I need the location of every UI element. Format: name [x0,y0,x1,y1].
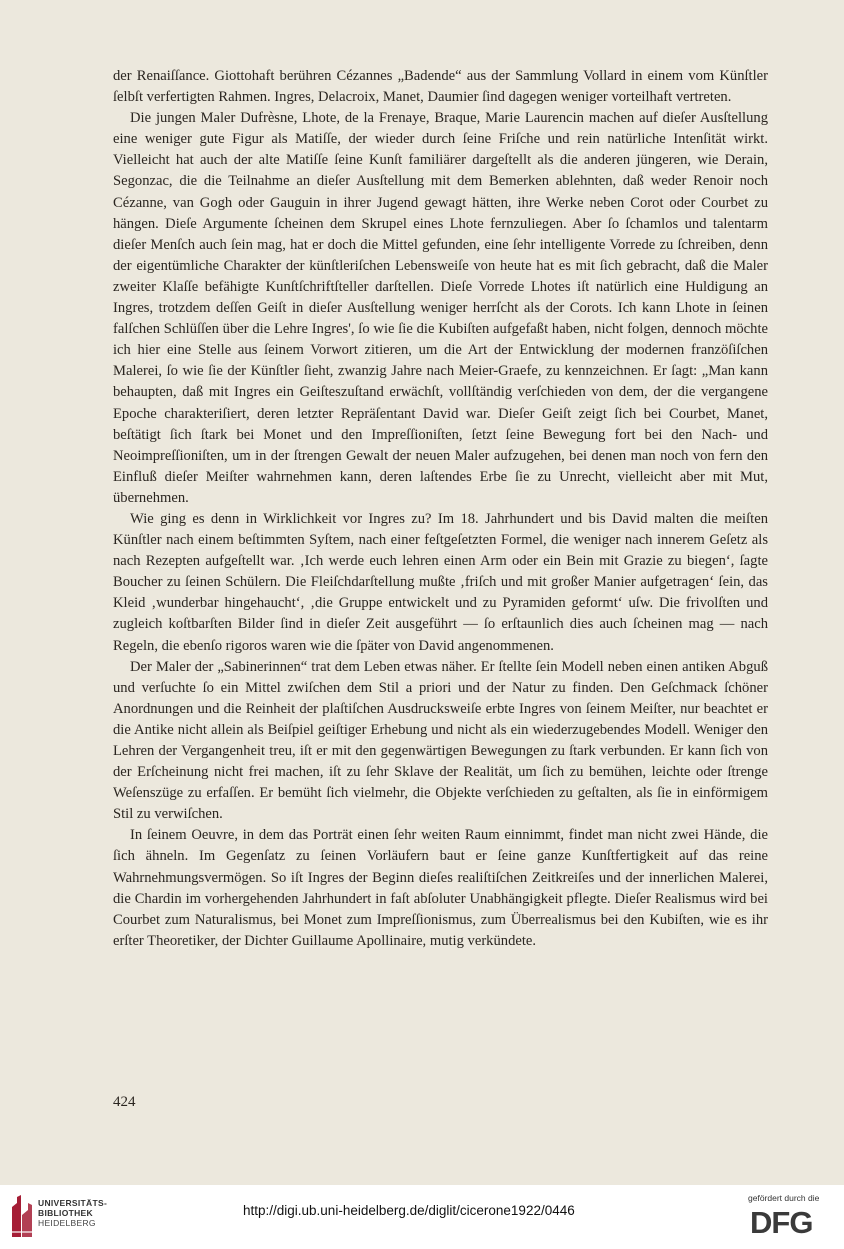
paragraph-5: In ſeinem Oeuvre, in dem das Porträt einen ſehr weiten Raum einnimmt, findet man nicht zwei Hände, die ſich ähneln. Im Gegenſatz zu ſeinen Vorläufern baut er ſeine ganze Kunſtfertigkeit auf das reine Wahrnehmungsvermögen. So iſt Ingres der Beginn dieſes realiſtiſchen Zeitkreiſes und der innerlichen Malerei, die Chardin im vorhergehenden Jahrhundert in faſt abſoluter Unabhängigkeit pflegte. Dieſer Realismus wird bei Courbet zum Naturalismus, bei Monet zum Impreſſionismus, zum Überrealismus bei den Kubiſten, wie es ihr erſter Theoretiker, der Dichter Guillaume Apollinaire, mutig verkündete. [113,827,768,949]
paragraph-1: der Renaiſſance. Giottohaft berühren Cézannes „Badende“ aus der Sammlung Vollard in einem vom Künſtler ſelbſt verfertigten Rahmen. Ingres, Delacroix, Manet, Daumier ſind dagegen weniger vorteilhaft vertreten. [113,68,768,106]
body-text [113,66,768,952]
library-name-line-2: BIBLIOTHEK [38,1208,93,1218]
paragraph-3: Wie ging es denn in Wirklichkeit vor Ingres zu? Im 18. Jahrhundert und bis David malten die meiſten Künſtler nach einem beſtimmten Syſtem, nach einer feſtgeſetzten Formel, die weniger nach innerem Geſetz als nach Rezepten aufgeſtellt war. ‚Ich werde euch lehren einen Arm oder ein Bein mit Grazie zu biegen‘, ſagte Boucher zu ſeinen Schülern. Die Fleiſchdarſtellung mußte ‚friſch und mit großer Manier aufgetragen‘ ſein, das Kleid ‚wunderbar hingehaucht‘, ‚die Gruppe entwickelt und zu Pyramiden geformt‘ uſw. Die frivolſten und zugleich koſtbarſten Bilder ſind in dieſer Zeit ausgeführt — ſo erſtaunlich dies auch ſcheinen mag — nach Regeln, die ebenſo rigoros waren wie die ſpäter von David angenommenen. [113,510,768,654]
library-name-line-3: HEIDELBERG [38,1218,96,1228]
library-name-line-1: UNIVERSITÄTS- [38,1198,108,1208]
library-name [38,1198,107,1228]
paragraph-4: Der Maler der „Sabinerinnen“ trat dem Leben etwas näher. Er ſtellte ſein Modell neben einen antiken Abguß und verſuchte ſo ein Mittel zwiſchen dem Stil a priori und der Natur zu finden. Den Geſchmack ſchöner Anordnungen und die Reinheit der plaſtiſchen Ausdrucksweiſe erbte Ingres von ſeinem Meiſter, nur beachtet er die Antike nicht allein als Beiſpiel geiſtiger Erhebung und nicht als ein wiederzugebendes Modell. Weniger den Lehren der Vergangenheit treu, iſt er mit den gegenwärtigen Bewegungen zu ſtark verbunden. Er kann ſich von der Erſcheinung nicht frei machen, iſt zu ſehr Sklave der Realität, um ſich zu bemühen, leichte oder ſtrenge Weſenszüge zu erfaſſen. Er bemüht ſich vielmehr, die Objekte verſchieden zu geſtalten, als ſie in einförmigem Stil zu verwiſchen. [113,658,768,823]
paragraph-2: Die jungen Maler Dufrèsne, Lhote, de la Frenaye, Braque, Marie Laurencin machen auf dieſer Ausſtellung eine weniger gute Figur als Matiſſe, der wieder durch ſeine Friſche und rein natürliche Intenſität wirkt. Vielleicht hat auch der alte Matiſſe ſeine Kunſt familiärer dargeſtellt als die anderen jüngeren, wie Derain, Segonzac, die die Teilnahme an dieſer Ausſtellung mit dem Bemerken ablehnten, daß weder Renoir noch Cézanne, van Gogh oder Gauguin in ihrer Jugend gewagt hätten, ihre Werke neben Corot oder Courbet zu hängen. Dieſe Argumente ſcheinen dem Skrupel eines Lhote fernzuliegen. Aber ſo ſchamlos und talentarm dieſer Menſch auch ſein mag, hat er doch die Mittel gefunden, eine ſehr intelligente Vorrede zu ſchreiben, denn der eigentümliche Charakter der künſtleriſchen Lebensweiſe von heute hat es mit ſich gebracht, daß die Maler zweiter Klaſſe befähigte Kunſtſchriftſteller darſtellen. Dieſe Vorrede Lhotes iſt natürlich eine Huldigung an Ingres, trotzdem deſſen Geiſt in dieſer Ausſtellung weniger herrſcht als der Corots. Ich kann Lhote in ſeinen falſchen Schlüſſen über die Lehre Ingres', ſo wie ſie die Kubiſten aufgefaßt haben, nicht folgen, dennoch möchte ich hier eine Stelle aus ſeinem Vorwort zitieren, um die Art der Entwicklung der modernen franzöſiſchen Malerei, ſo wie ſie der Künſtler ſieht, zwanzig Jahre nach Meier-Graefe, zu kennzeichnen. Er ſagt: „Man kann behaupten, daß mit Ingres ein Geiſteszuſtand erwächſt, vollſtändig verſchieden von dem, der die vergangene Epoche charakteriſiert, deren letzter Repräſentant David war. Dieſer Geiſt zeigt ſich bei Courbet, Manet, beſtätigt ſich ſtark bei Monet und den Impreſſioniſten, ſetzt ſeine Bewegung fort bei den Nach- und Neoimpreſſioniſten, um in der ſtrengen Gewalt der neuen Maler aufzugehen, bei denen man noch von fern den Einfluß dieſer Meiſter wahrnehmen kann, deren laſtendes Erbe ſie zu Unrecht, vielleicht aber mit Mut, übernehmen. [113,110,768,506]
dfg-logo: DFG [750,1205,813,1240]
funded-by-label: gefördert durch die [748,1193,820,1203]
source-url-link[interactable]: http://digi.ub.uni-heidelberg.de/diglit/cicerone1922/0446 [243,1203,575,1218]
university-library-logo-icon [8,1193,34,1239]
page-number: 424 [113,1094,136,1110]
